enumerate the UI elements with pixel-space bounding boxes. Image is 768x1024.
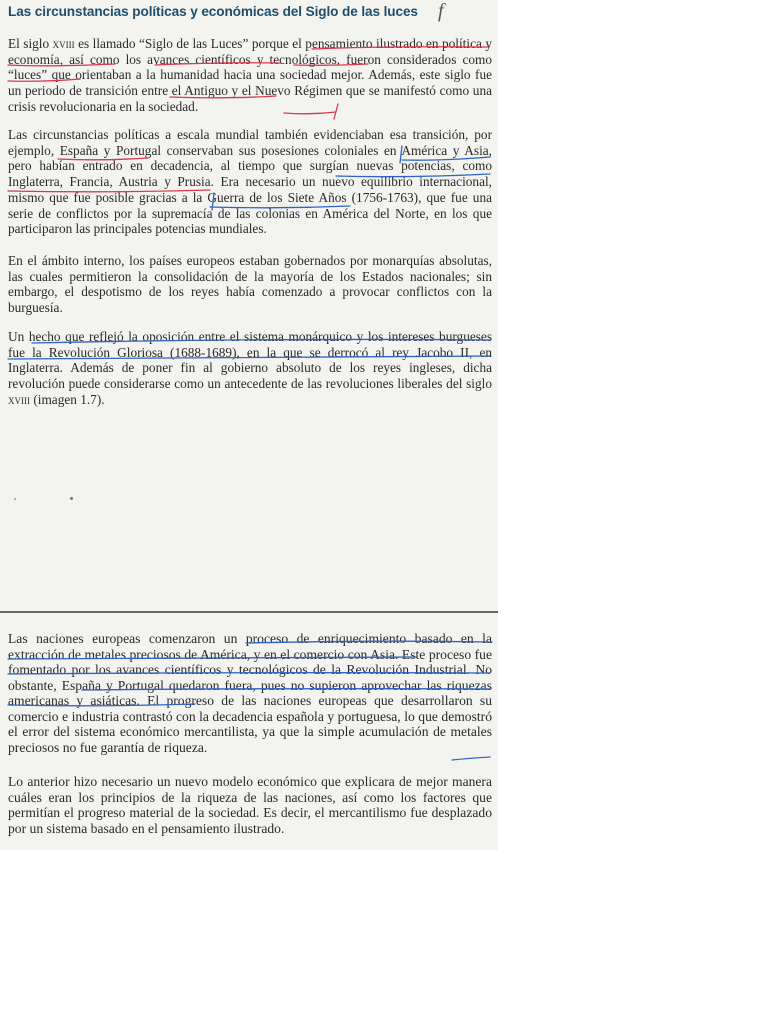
century-numeral: xviii <box>52 36 75 51</box>
scan-speck <box>14 498 16 500</box>
blank-bottom <box>0 850 768 1024</box>
scan-speck <box>70 497 73 500</box>
paragraph-nuevo-modelo: Lo anterior hizo necesario un nuevo modelo económico que explicara de mejor manera cuáles eran los principios de la riqueza de las naciones, así como los factores que permitían el progreso material de la sociedad. Es decir, el mercantilismo fue desplazado por un sistema basado en el pensamiento ilustrado. <box>8 774 492 836</box>
paragraph-ambito-interno: En el ámbito interno, los países europeos estaban gobernados por monarquías absolutas, las cuales permitieron la consolidación de la mayoría de los Estados nacionales; sin embargo, el despotismo de los reyes había comenzado a provocar conflictos con la burguesía. <box>8 253 492 316</box>
paragraph-revolucion-gloriosa: Un hecho que reflejó la oposición entre el sistema monárquico y los intereses burgueses fue la Revolución Gloriosa (1688-1689), en la que se derrocó al rey Jacobo II, en Inglaterra. Además de poner fin al gobierno absoluto de los reyes ingleses, dicha revolución puede considerarse como un antecedente de las revoluciones liberales del siglo xviii (imagen 1.7). <box>8 329 492 407</box>
paragraph-siglo-de-las-luces: El siglo xviii es llamado “Siglo de las Luces” porque el pensamiento ilustrado en política y economía, así como los avances científicos y tecnológicos, fueron considerados como “luces” que orientaban a la humanidad hacia una sociedad mejor. Además, este siglo fue un periodo de transición entre el Antiguo y el Nuevo Régimen que se manifestó como una crisis revolucionaria en la sociedad. <box>8 36 493 114</box>
paragraph-enriquecimiento: Las naciones europeas comenzaron un proceso de enriquecimiento basado en la extracción de metales preciosos de América, y en el comercio con Asia. Este proceso fue fomentado por los avances científicos y tecnológicos de la Revolución Industrial. No obstante, España y Portugal quedaron fuera, pues no supieron aprovechar las riquezas americanas y asiáticas. El progreso de las naciones europeas que desarrollaron su comercio e industria contrastó con la decadencia española y portuguesa, lo que demostró el error del sistema económico mercantilista, ya que la simple acumulación de metales preciosos no fue garantía de riqueza. <box>8 631 492 755</box>
blue-mark <box>452 757 490 760</box>
margin-handwritten-mark: f <box>438 0 444 22</box>
century-numeral: xviii <box>8 391 30 407</box>
section-divider <box>0 611 498 613</box>
paragraph-circunstancias-politicas: Las circunstancias políticas a escala mundial también evidenciaban esa transición, por ejemplo, España y Portugal conservaban sus posesiones coloniales en América y Asia, pero habían entrado en decadencia, al tiempo que surgían nuevas potencias, como Inglaterra, Francia, Austria y Prusia. Era necesario un nuevo equilibrio internacional, mismo que fue posible gracias a la Guerra de los Siete Años (1756-1763), que fue una serie de conflictos por la supremacía de las colonias en América del Norte, en los que participaron las principales potencias mundiales. <box>8 127 492 237</box>
page-title: Las circunstancias políticas y económicas del Siglo de las luces <box>8 4 418 19</box>
